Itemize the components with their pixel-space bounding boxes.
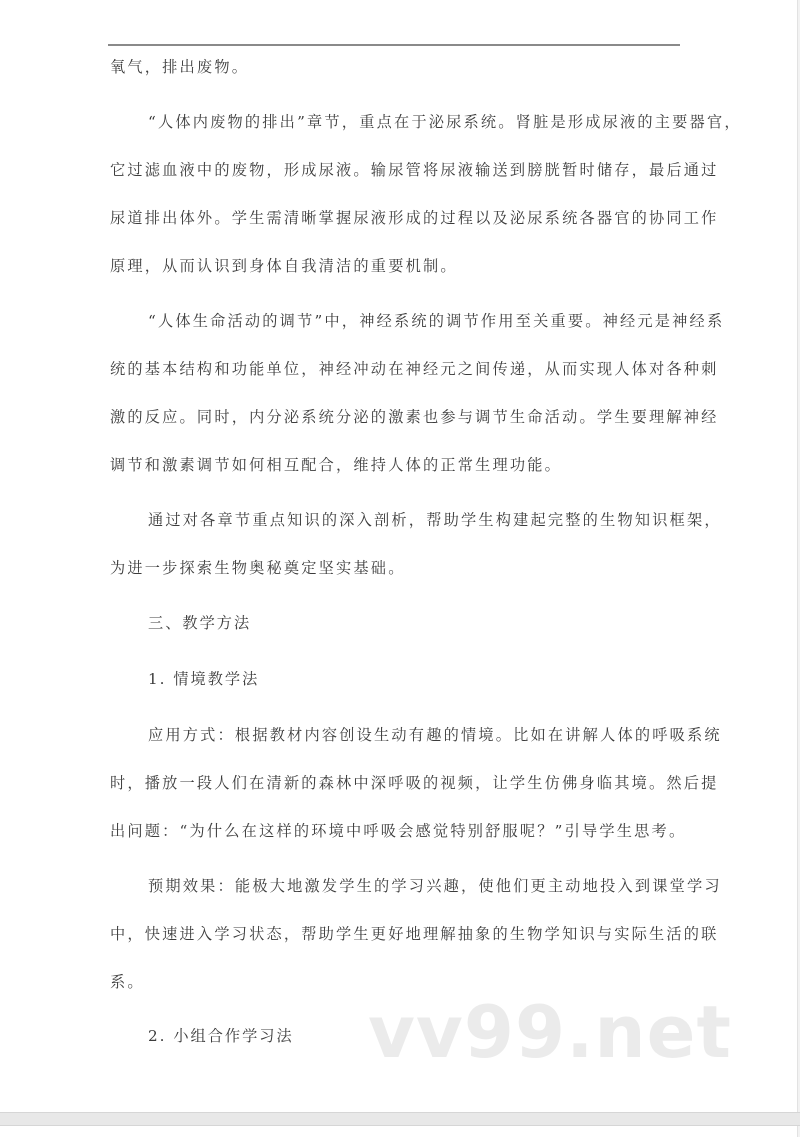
section-heading: 三、教学方法 <box>148 614 252 632</box>
paragraph-line: “人体生命活动的调节”中，神经系统的调节作用至关重要。神经元是神经系 <box>148 312 725 330</box>
paragraph-line: 它过滤血液中的废物，形成尿液。输尿管将尿液输送到膀胱暂时储存，最后通过 <box>110 161 719 179</box>
subsection-heading: 2. 小组合作学习法 <box>148 1027 294 1045</box>
paragraph-line: 统的基本结构和功能单位，神经冲动在神经元之间传递，从而实现人体对各种刺 <box>110 360 719 378</box>
paragraph-line: 通过对各章节重点知识的深入剖析，帮助学生构建起完整的生物知识框架， <box>148 511 722 529</box>
paragraph-line: “人体内废物的排出”章节，重点在于泌尿系统。肾脏是形成尿液的主要器官， <box>148 113 742 131</box>
paragraph-line: 应用方式：根据教材内容创设生动有趣的情境。比如在讲解人体的呼吸系统 <box>148 726 722 744</box>
paragraph-line: 原理，从而认识到身体自我清洁的重要机制。 <box>110 257 458 275</box>
paragraph-line: 中，快速进入学习状态，帮助学生更好地理解抽象的生物学知识与实际生活的联 <box>110 925 719 943</box>
next-page-edge <box>0 1126 798 1137</box>
paragraph-line: 氧气，排出废物。 <box>110 58 250 76</box>
paragraph-line: 系。 <box>110 973 145 991</box>
header-rule <box>108 44 680 46</box>
watermark: vv99.net <box>368 990 732 1074</box>
paragraph-line: 为进一步探索生物奥秘奠定坚实基础。 <box>110 559 406 577</box>
paragraph-line: 出问题：“为什么在这样的环境中呼吸会感觉特别舒服呢？”引导学生思考。 <box>110 822 687 840</box>
paragraph-line: 调节和激素调节如何相互配合，维持人体的正常生理功能。 <box>110 456 563 474</box>
page-separator <box>0 1112 800 1126</box>
paragraph-line: 预期效果：能极大地激发学生的学习兴趣，使他们更主动地投入到课堂学习 <box>148 877 722 895</box>
subsection-heading: 1. 情境教学法 <box>148 670 260 688</box>
paragraph-line: 尿道排出体外。学生需清晰掌握尿液形成的过程以及泌尿系统各器官的协同工作 <box>110 209 719 227</box>
paragraph-line: 时，播放一段人们在清新的森林中深呼吸的视频，让学生仿佛身临其境。然后提 <box>110 774 719 792</box>
paragraph-line: 激的反应。同时，内分泌系统分泌的激素也参与调节生命活动。学生要理解神经 <box>110 408 719 426</box>
